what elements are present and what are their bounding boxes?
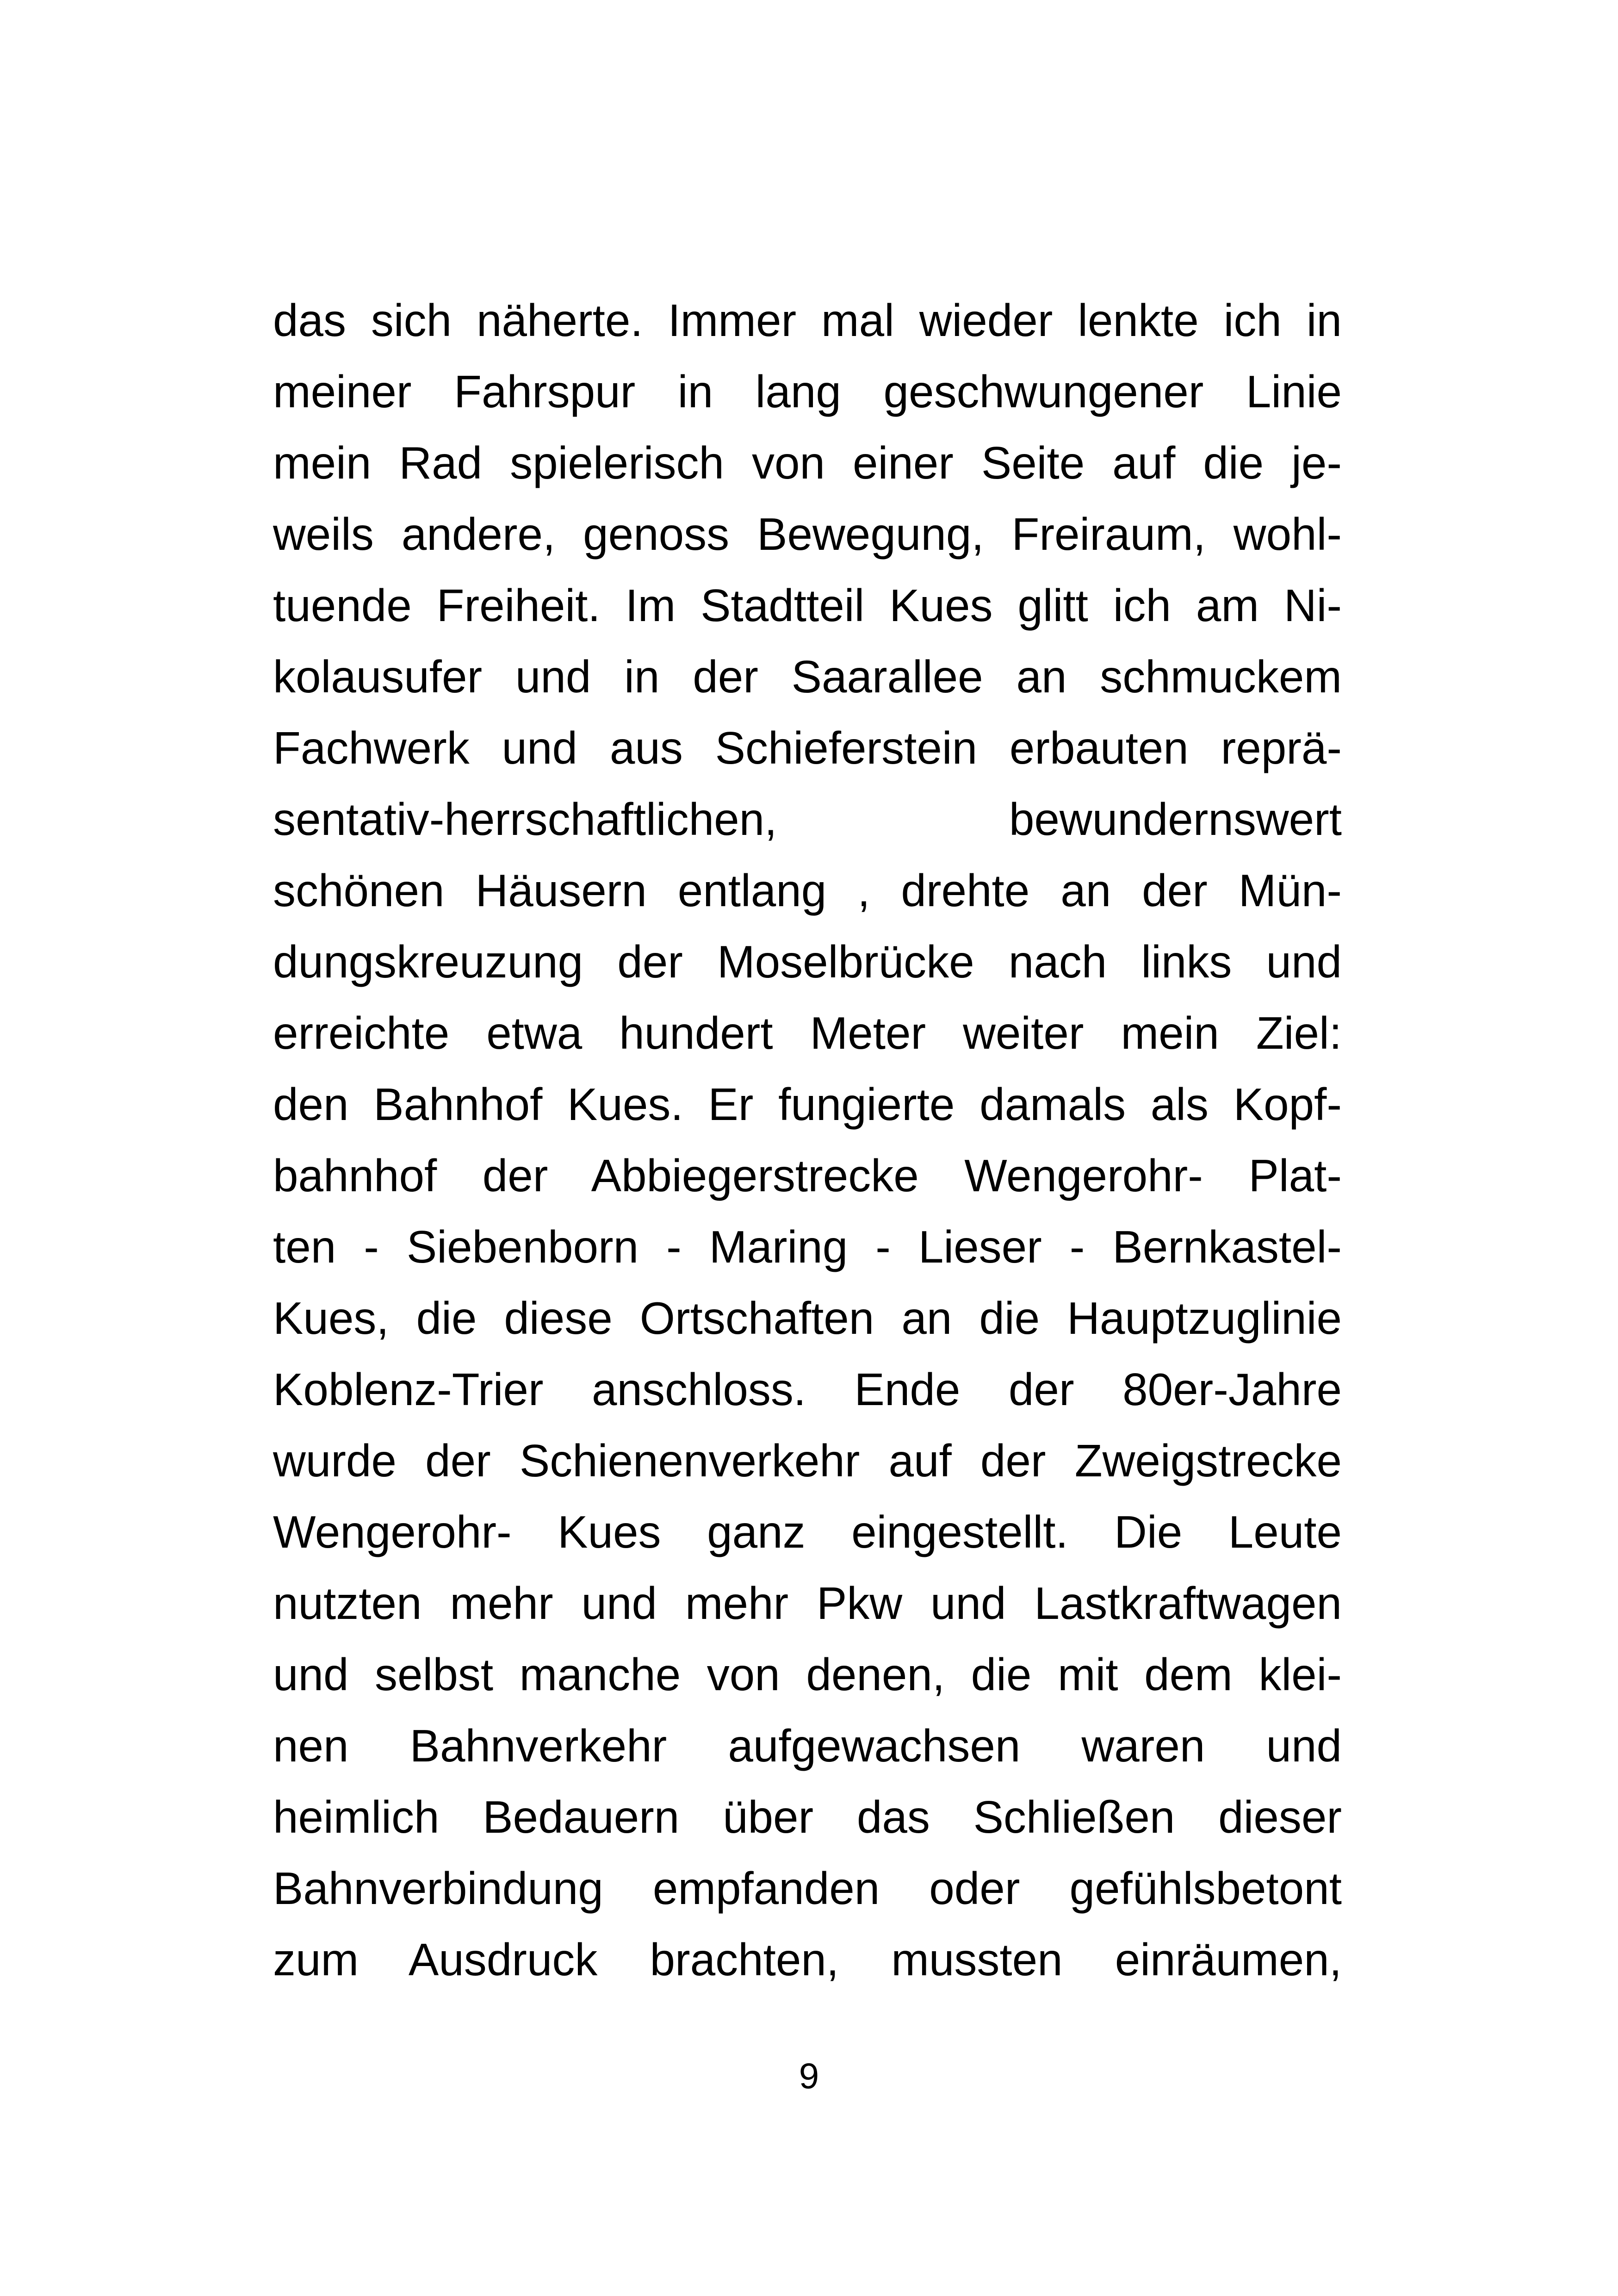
text-line: bahnhof der Abbiegerstrecke Wengerohr- Plat- xyxy=(273,1150,1342,1201)
text-line: und selbst manche von denen, die mit dem klei- xyxy=(273,1649,1342,1700)
text-line: heimlich Bedauern über das Schließen dieser xyxy=(273,1792,1342,1842)
text-line: schönen Häusern entlang , drehte an der Mün- xyxy=(273,865,1342,916)
text-line: ten - Siebenborn - Maring - Lieser - Bernkastel- xyxy=(273,1221,1342,1272)
text-line: sentativ-herrschaftlichen, bewundernswert xyxy=(273,794,1342,845)
text-line: wurde der Schienenverkehr auf der Zweigstrecke xyxy=(273,1435,1342,1486)
text-line: erreichte etwa hundert Meter weiter mein Ziel: xyxy=(273,1008,1342,1058)
text-line: Koblenz-Trier anschloss. Ende der 80er-Jahre xyxy=(273,1364,1342,1415)
text-line: das sich näherte. Immer mal wieder lenkte ich in xyxy=(273,295,1342,346)
text-line: meiner Fahrspur in lang geschwungener Linie xyxy=(273,366,1342,417)
body-text xyxy=(273,285,1342,1995)
text-line: zum Ausdruck brachten, mussten einräumen, xyxy=(273,1934,1342,1985)
text-line: tuende Freiheit. Im Stadtteil Kues glitt ich am Ni- xyxy=(273,580,1342,631)
text-line: Bahnverbindung empfanden oder gefühlsbetont xyxy=(273,1863,1342,1914)
text-line: weils andere, genoss Bewegung, Freiraum, wohl- xyxy=(273,509,1342,560)
text-line: mein Rad spielerisch von einer Seite auf die je- xyxy=(273,437,1342,488)
text-line: Fachwerk und aus Schieferstein erbauten reprä- xyxy=(273,722,1342,773)
text-line: kolausufer und in der Saarallee an schmuckem xyxy=(273,651,1342,702)
text-line: Wengerohr- Kues ganz eingestellt. Die Leute xyxy=(273,1506,1342,1557)
text-line: nutzten mehr und mehr Pkw und Lastkraftwagen xyxy=(273,1578,1342,1629)
page-number: 9 xyxy=(799,2055,819,2096)
text-line: den Bahnhof Kues. Er fungierte damals als Kopf- xyxy=(273,1079,1342,1130)
text-line: Kues, die diese Ortschaften an die Hauptzuglinie xyxy=(273,1293,1342,1344)
text-line: dungskreuzung der Moselbrücke nach links und xyxy=(273,936,1342,987)
text-line: nen Bahnverkehr aufgewachsen waren und xyxy=(273,1720,1342,1771)
